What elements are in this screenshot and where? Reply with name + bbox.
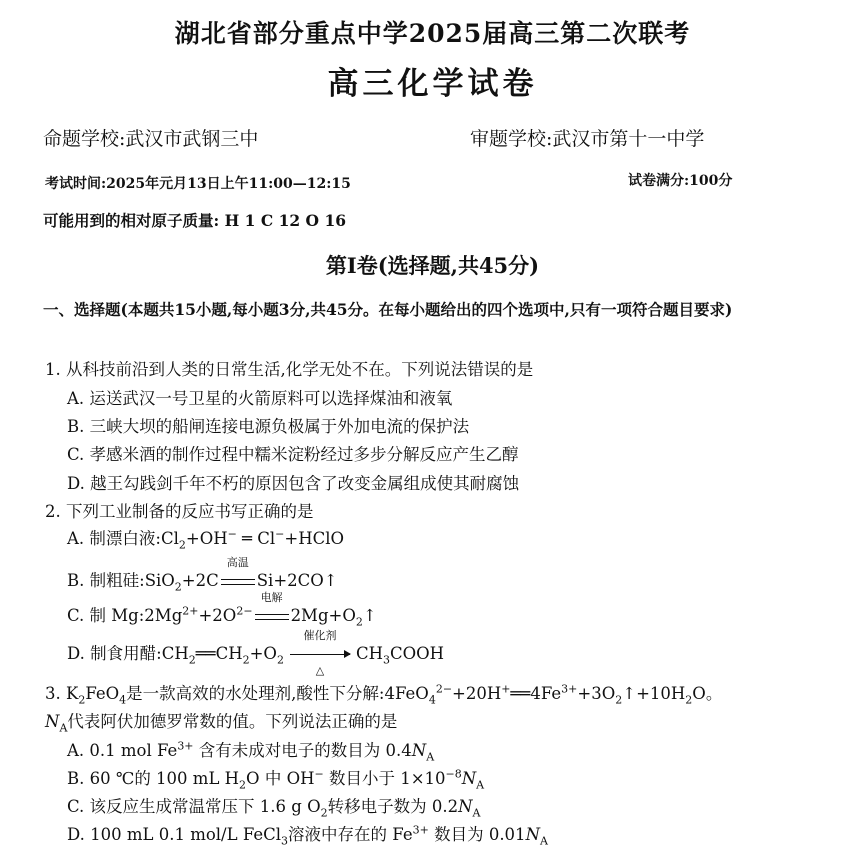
- setter-school: 命题学校:武汉市武钢三中: [43, 128, 259, 150]
- q3-option-a: A. 0.1 mol $Fe^{3+}$ 含有未成对电子的数目为 $0.4N_A$: [67, 739, 435, 764]
- paper-title: 高三化学试卷: [327, 66, 538, 102]
- q3-option-d: D. 100 mL 0.1 mol/L FeCl$_3$溶液中存在的 $Fe^{3+}$ 数目为 $0.01N_A$: [67, 823, 548, 847]
- reviewer-school: 审题学校:武汉市第十一中学: [470, 128, 705, 150]
- q3-stem: 3. $K_2FeO_4$是一款高效的水处理剂,酸性下分解$:4FeO_4^{2-}+20H^+══4Fe^{3+}+3O_2↑+10H_2O$。: [45, 682, 723, 707]
- full-score: 试卷满分:100分: [628, 173, 733, 189]
- q1-option-a: A. 运送武汉一号卫星的火箭原料可以选择煤油和液氧: [67, 389, 453, 408]
- q3-option-b: B. 60 ℃的 100 mL $H_2O$ 中 OH− 数目小于 $1\times 10^{-8}N_A$: [67, 767, 485, 792]
- q2-d-condition: 催化剂: [303, 629, 337, 642]
- q3-option-c: C. 该反应生成常温常压下 1.6 g $O_2$转移电子数为 $0.2N_A$: [67, 797, 481, 820]
- q1-stem: 1. 从科技前沿到人类的日常生活,化学无处不在。下列说法错误的是: [45, 360, 534, 379]
- q2-option-b: B. 制粗硅:SiO$_2$+2C 高温 Si+2CO↑: [67, 556, 338, 594]
- exam-name: 湖北省部分重点中学2025届高三第二次联考: [174, 19, 691, 48]
- q2-option-c: C. 制 $Mg:2Mg^{2+}+2O^{2-}$ 电解 $2Mg+O_2↑$: [67, 591, 377, 629]
- q2-b-condition: 高温: [226, 556, 249, 569]
- q2-d-heat: △: [315, 664, 325, 677]
- q1-option-b: B. 三峡大坝的船闸连接电源负极属于外加电流的保护法: [67, 417, 470, 436]
- section-title: 第Ⅰ卷(选择题,共45分): [325, 253, 540, 278]
- exam-time: 考试时间:2025年元月13日上午11:00—12:15: [45, 176, 351, 192]
- q2-option-a: A. 制漂白液$:Cl_2+OH^-$ ═ Cl−+HClO: [67, 527, 345, 552]
- q2-option-d: D. 制食用醋$:CH_2══CH_2+O_2$ 催化剂 △ $CH_3COOH$: [67, 629, 445, 677]
- q1-option-c: C. 孝感米酒的制作过程中糯米淀粉经过多步分解反应产生乙醇: [67, 445, 519, 464]
- q3-stem-line2: $N_A$代表阿伏加德罗常数的值。下列说法正确的是: [45, 712, 398, 735]
- q2-stem: 2. 下列工业制备的反应书写正确的是: [45, 502, 314, 521]
- section-instruction: 一、选择题(本题共15小题,每小题3分,共45分。在每小题给出的四个选项中,只有一项符合题目要求): [43, 300, 733, 319]
- q2-c-condition: 电解: [260, 591, 283, 604]
- q1-option-d: D. 越王勾践剑千年不朽的原因包含了改变金属组成使其耐腐蚀: [67, 474, 520, 493]
- atomic-masses: 可能用到的相对原子质量: H 1 C 12 O 16: [43, 211, 347, 230]
